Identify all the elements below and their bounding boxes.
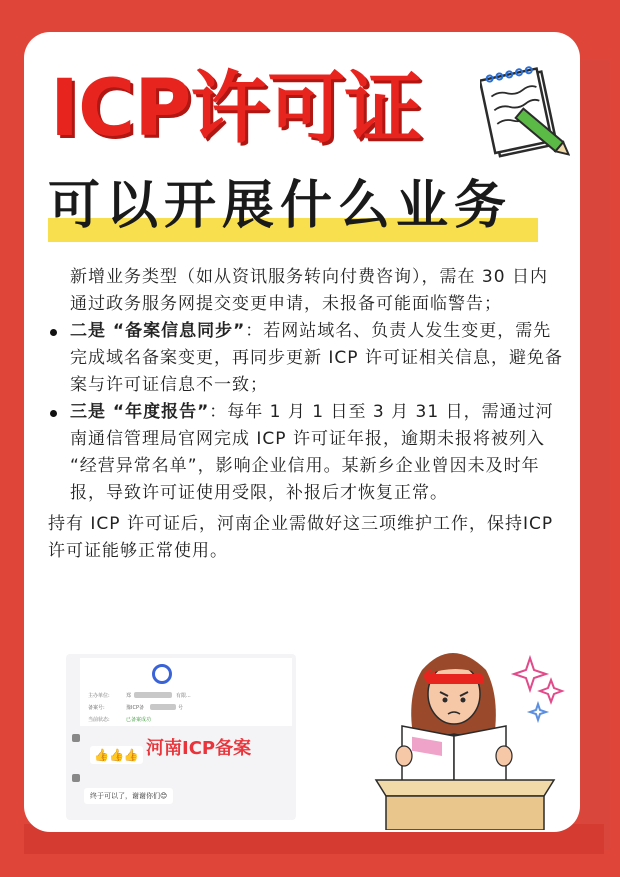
bullet-dot <box>50 329 57 336</box>
field-suffix: 号 <box>178 705 184 711</box>
watermark-label: 河南ICP备案 <box>146 738 252 759</box>
bullet-lead: 三是 “年度报告” <box>70 402 210 422</box>
field-suffix: 有限... <box>176 693 191 699</box>
closing-paragraph: 持有 ICP 许可证后，河南企业需做好这三项维护工作，保持ICP许可证能够正常使用。 <box>48 514 554 561</box>
field-value: 已备案成功 <box>126 717 152 723</box>
girl-reading-illustration <box>340 630 590 830</box>
bullet-item <box>48 318 564 399</box>
bullet-lead: 二是 “备案信息同步” <box>70 321 246 341</box>
thumbs-message: 👍👍👍 <box>90 746 143 764</box>
blurred-text <box>150 704 176 710</box>
field-label: 备案号: <box>88 705 105 711</box>
field-label: 当前状态: <box>88 717 110 723</box>
blurred-text <box>134 692 172 698</box>
chat-avatar <box>72 774 80 782</box>
field-value: 郑 <box>126 693 132 699</box>
page-title: ICP许可证 <box>50 64 422 154</box>
bullet-dot <box>50 410 57 417</box>
user-avatar-icon <box>152 664 172 684</box>
bullet-text: ：若网站域名、负责人发生变更，需先完成域名备案变更，再同步更新 ICP 许可证相关信息，避免备案与许可证信息不一致； <box>70 321 563 395</box>
subtitle-block <box>48 170 512 242</box>
subtitle: 可以开展什么业务 <box>48 176 513 236</box>
field-label: 主办单位: <box>88 693 110 699</box>
reply-message: 终于可以了，谢谢你们😊 <box>84 788 173 804</box>
bullet-item <box>48 399 564 507</box>
field-value: 豫ICP备 <box>126 705 144 711</box>
chat-avatar <box>72 734 80 742</box>
notepad-pencil-icon <box>480 60 570 170</box>
bullet-text: ：每年 1 月 1 日至 3 月 31 日，需通过河南通信管理局官网完成 ICP 许可证年报，逾期未报将被列入 “经营异常名单”，影响企业信用。某新乡企业曾因未及时年报，导致许可证使用受限，补报后才恢复正常。 <box>70 402 554 503</box>
body-text <box>48 264 564 565</box>
filing-info-card <box>80 658 292 726</box>
intro-paragraph: 新增业务类型（如从资讯服务转向付费咨询），需在 30 日内通过政务服务网提交变更申请，未报备可能面临警告； <box>70 267 548 314</box>
